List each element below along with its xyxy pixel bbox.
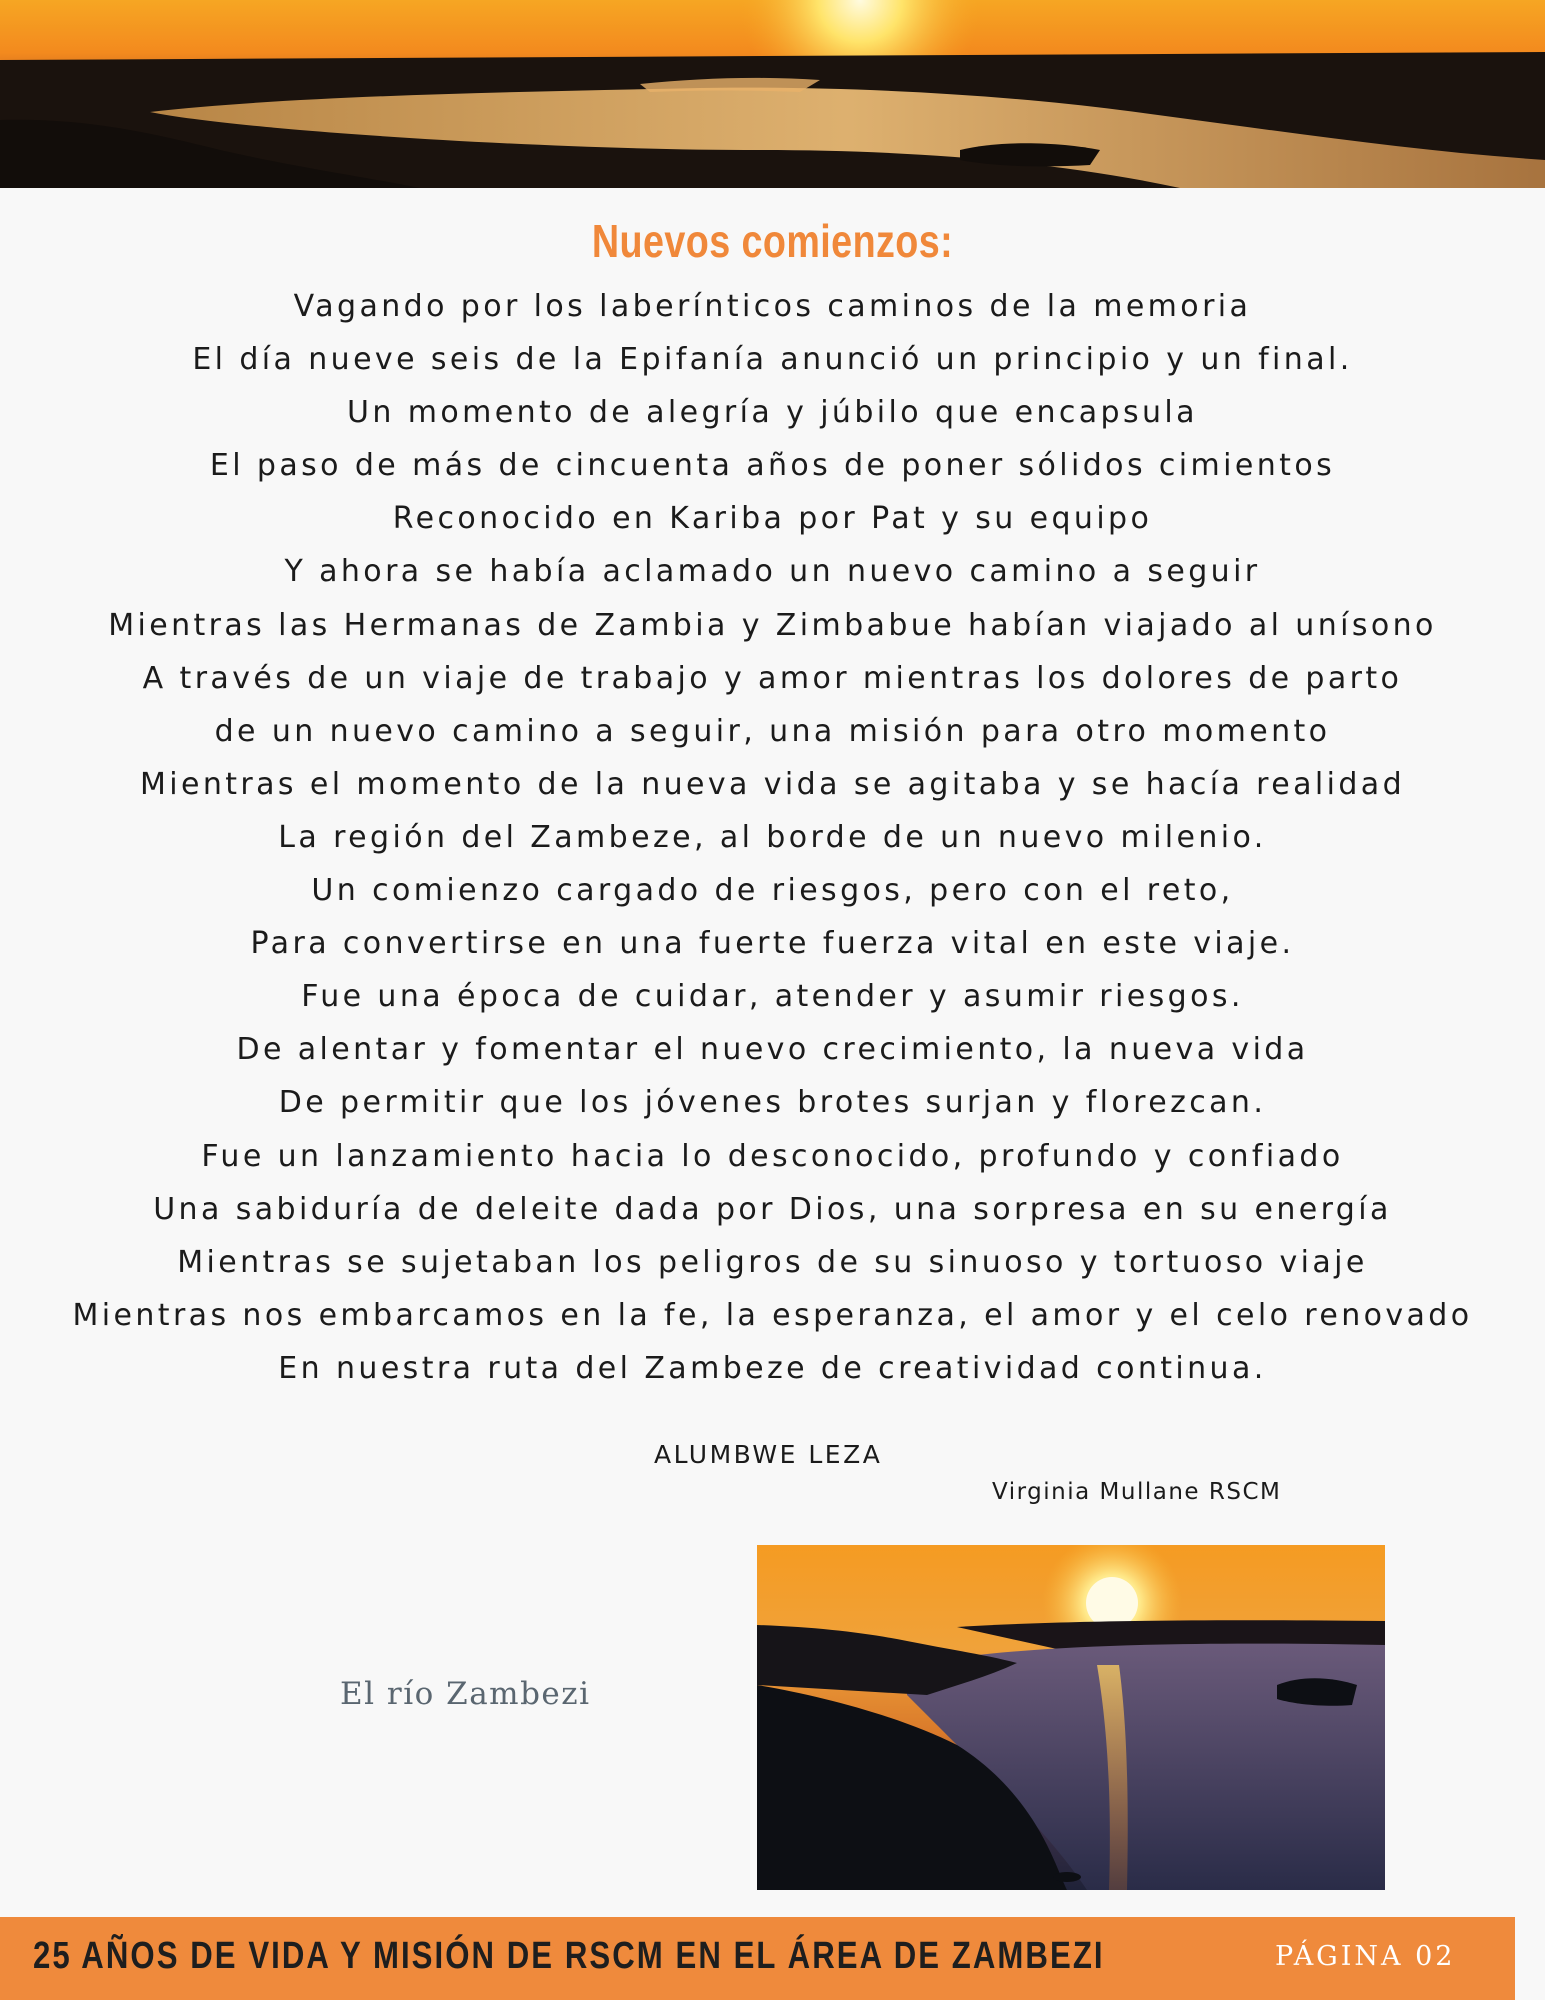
poem-line: La región del Zambeze, al borde de un nuevo milenio. [278,819,1267,855]
poem-line: A través de un viaje de trabajo y amor mientras los dolores de parto [142,660,1403,696]
poem-line: Vagando por los laberínticos caminos de la memoria [293,289,1252,324]
poem-line: Fue una época de cuidar, atender y asumir riesgos. [301,979,1244,1015]
poem-line: Un comienzo cargado de riesgos, pero con el reto, [311,873,1234,909]
footer-title: 25 AÑOS DE VIDA Y MISIÓN DE RSCM EN EL ÁREA DE ZAMBEZI [33,1935,1105,1977]
poem-line: Para convertirse en una fuerte fuerza vital en este viaje. [250,926,1295,962]
poem-lines [0,280,1545,1395]
poem-line: Fue un lanzamiento hacia lo desconocido, profundo y confiado [201,1138,1344,1174]
poem-line: Y ahora se había aclamado un nuevo camino a seguir [284,554,1261,590]
poem-author-name: Virginia Mullane RSCM [992,1479,1282,1505]
poem-line: En nuestra ruta del Zambeze de creatividad continua. [278,1350,1267,1386]
poem-line: De permitir que los jóvenes brotes surjan y florezcan. [278,1085,1267,1121]
poem-line: Reconocido en Kariba por Pat y su equipo [392,501,1153,537]
poem-line: Mientras las Hermanas de Zambia y Zimbabue habían viajado al unísono [108,607,1437,643]
poem-title: Nuevos comienzos: [591,215,954,267]
footer-bar [0,1917,1515,2000]
poem-author-title: ALUMBWE LEZA [654,1440,883,1469]
poem-line: De alentar y fomentar el nuevo crecimiento, la nueva vida [236,1032,1309,1068]
page-number: PÁGINA 02 [1275,1941,1456,1972]
poem-line: El día nueve seis de la Epifanía anunció un principio y un final. [192,342,1353,378]
poem-line: Mientras nos embarcamos en la fe, la esperanza, el amor y el celo renovado [72,1297,1473,1333]
poem-line: Un momento de alegría y júbilo que encapsula [347,395,1198,431]
poem-line: de un nuevo camino a seguir, una misión para otro momento [214,713,1331,749]
zambezi-river-photo [757,1545,1385,1890]
poem-line: El paso de más de cincuenta años de poner sólidos cimientos [209,448,1336,484]
photo-caption: El río Zambezi [340,1676,591,1712]
header-sunset-image [0,0,1545,188]
poem-line: Mientras se sujetaban los peligros de su sinuoso y tortuoso viaje [177,1244,1368,1280]
poem-line: Una sabiduría de deleite dada por Dios, una sorpresa en su energía [153,1191,1392,1227]
poem-line: Mientras el momento de la nueva vida se agitaba y se hacía realidad [139,766,1406,802]
